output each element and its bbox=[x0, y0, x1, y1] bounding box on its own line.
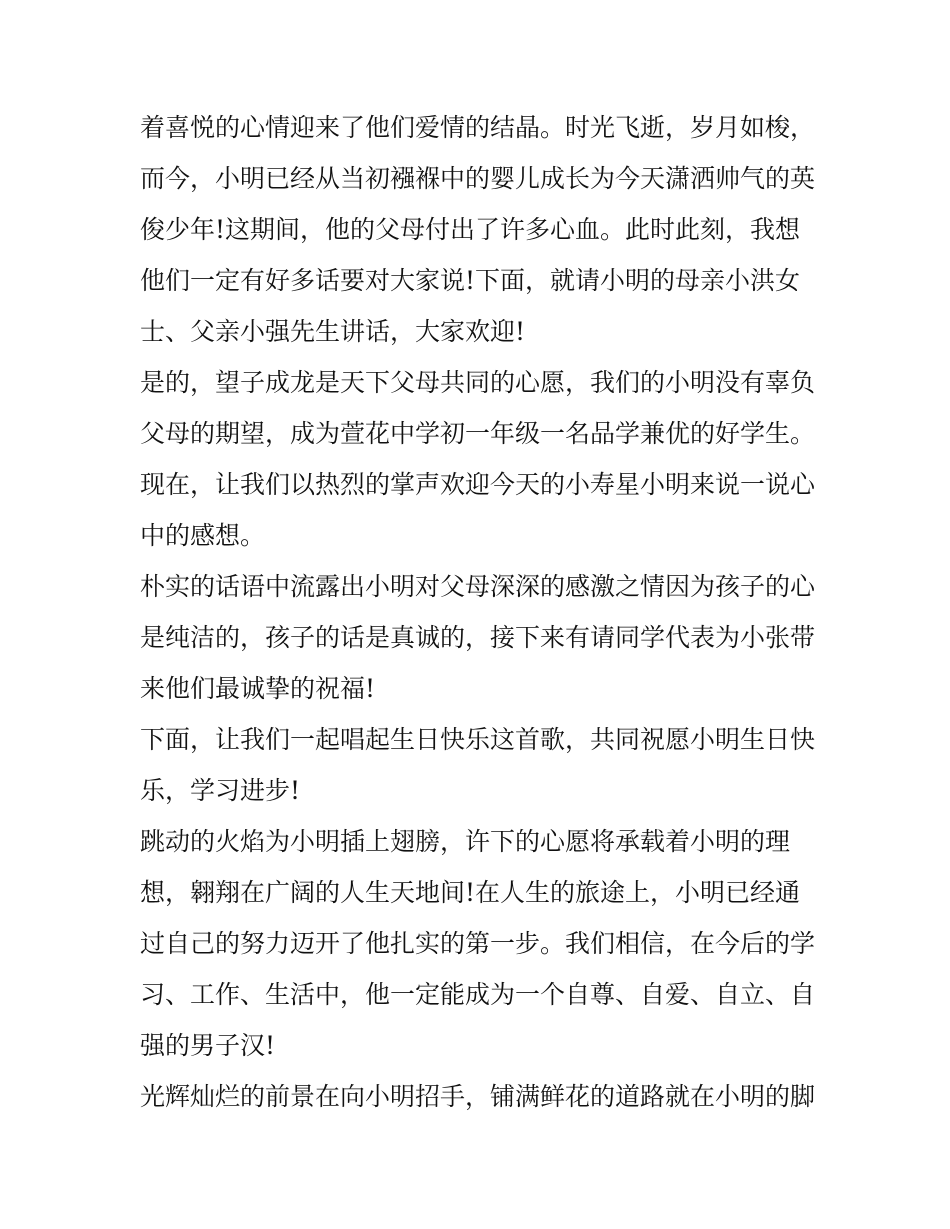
text-line: 着喜悦的心情迎来了他们爱情的结晶。时光飞逝，岁月如梭， bbox=[140, 113, 816, 142]
paragraph-1 bbox=[140, 102, 820, 357]
paragraph-2 bbox=[140, 357, 820, 561]
paragraph-5 bbox=[140, 816, 820, 1071]
paragraph-3 bbox=[140, 561, 820, 714]
text-line: 习、工作、生活中，他一定能成为一个自尊、自爱、自立、自 bbox=[140, 980, 816, 1009]
text-line: 朴实的话语中流露出小明对父母深深的感激之情因为孩子的心 bbox=[140, 572, 816, 601]
text-line: 下面，让我们一起唱起生日快乐这首歌，共同祝愿小明生日快 bbox=[140, 725, 816, 754]
text-line: 中的感想。 bbox=[140, 521, 266, 550]
text-line: 跳动的火焰为小明插上翅膀，许下的心愿将承载着小明的理 bbox=[140, 827, 791, 856]
text-line: 而今，小明已经从当初襁褓中的婴儿成长为今天潇洒帅气的英 bbox=[140, 164, 816, 193]
text-line: 士、父亲小强先生讲话，大家欢迎! bbox=[140, 317, 526, 346]
text-line: 过自己的努力迈开了他扎实的第一步。我们相信，在今后的学 bbox=[140, 929, 816, 958]
text-line: 来他们最诚挚的祝福! bbox=[140, 674, 376, 703]
document-body bbox=[140, 102, 820, 1122]
text-line: 父母的期望，成为萱花中学初一年级一名品学兼优的好学生。 bbox=[140, 419, 816, 448]
text-line: 是纯洁的，孩子的话是真诚的，接下来有请同学代表为小张带 bbox=[140, 623, 816, 652]
text-line: 乐，学习进步! bbox=[140, 776, 301, 805]
text-line: 光辉灿烂的前景在向小明招手，铺满鲜花的道路就在小明的脚 bbox=[140, 1082, 816, 1111]
paragraph-6 bbox=[140, 1071, 820, 1122]
text-line: 现在，让我们以热烈的掌声欢迎今天的小寿星小明来说一说心 bbox=[140, 470, 816, 499]
text-line: 俊少年!这期间，他的父母付出了许多心血。此时此刻，我想 bbox=[140, 215, 801, 244]
text-line: 他们一定有好多话要对大家说!下面，就请小明的母亲小洪女 bbox=[140, 266, 801, 295]
paragraph-4 bbox=[140, 714, 820, 816]
text-line: 是的，望子成龙是天下父母共同的心愿，我们的小明没有辜负 bbox=[140, 368, 816, 397]
text-line: 想，翱翔在广阔的人生天地间!在人生的旅途上，小明已经通 bbox=[140, 878, 801, 907]
text-line: 强的男子汉! bbox=[140, 1031, 276, 1060]
